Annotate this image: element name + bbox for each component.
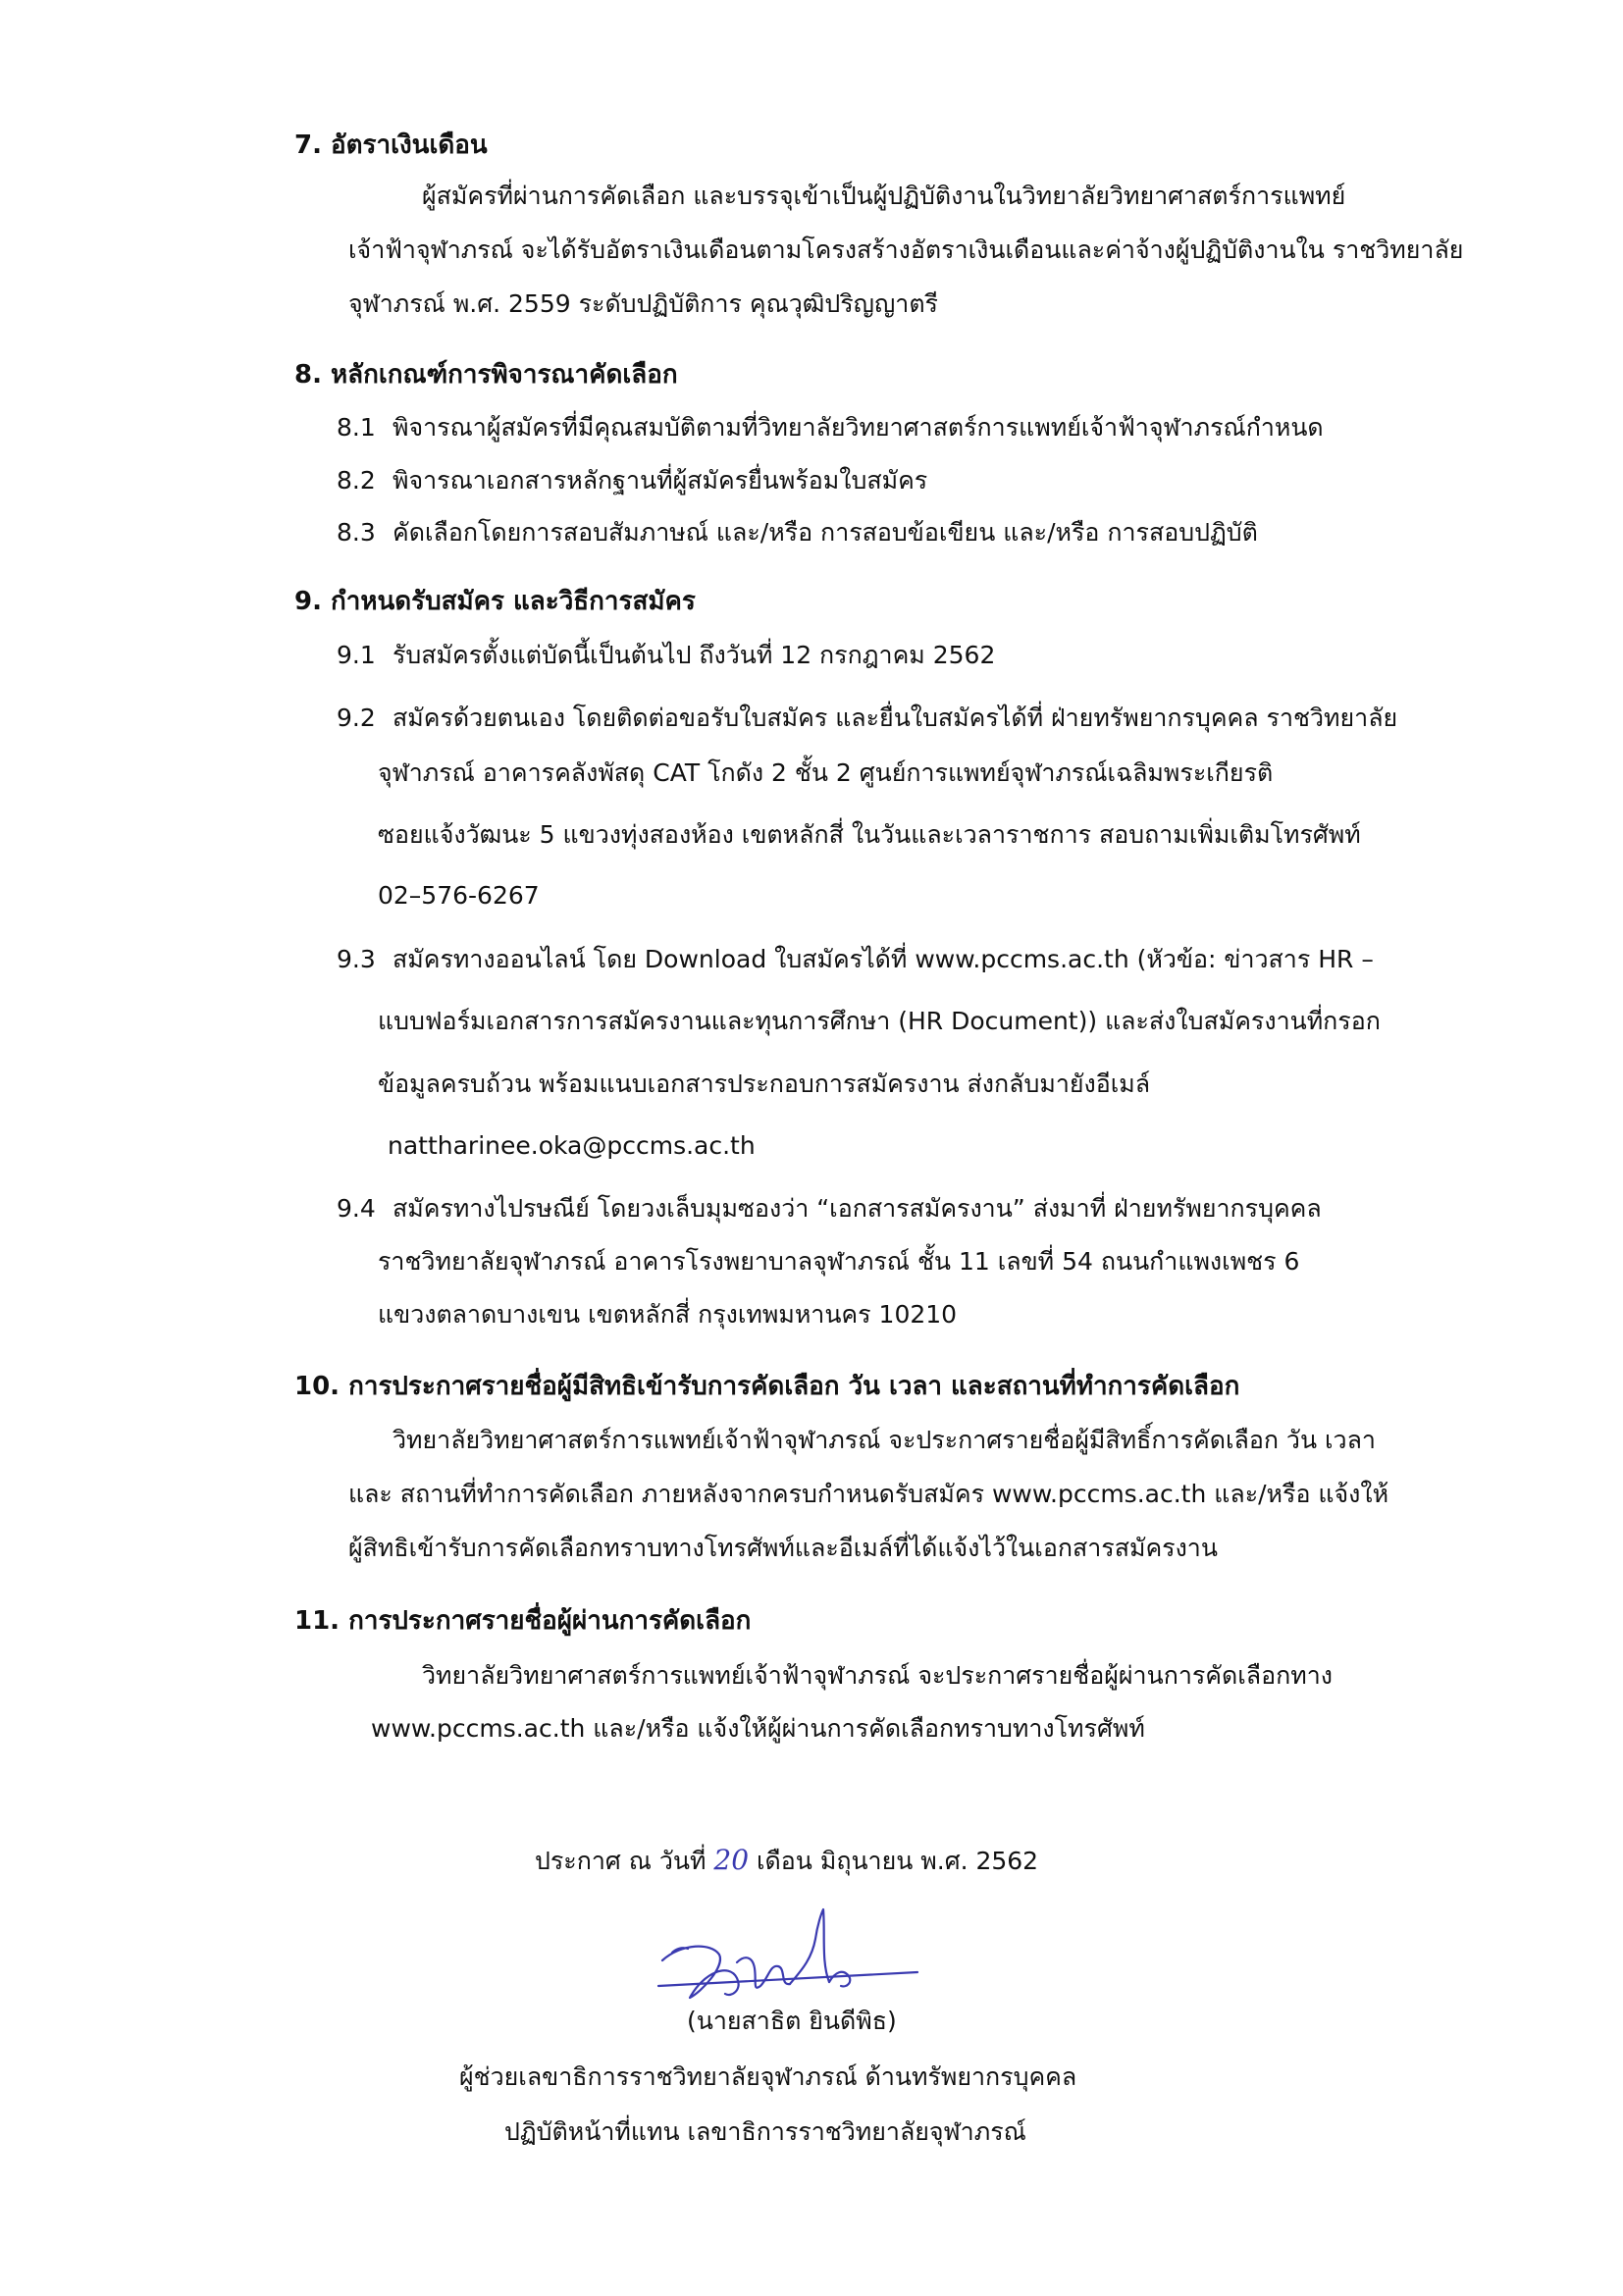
signatory-title-2: ปฏิบัติหน้าที่แทน เลขาธิการราชวิทยาลัยจุฬาภรณ์ — [504, 2117, 1026, 2146]
item-9-3-email: nattharinee.oka@pccms.ac.th — [388, 1131, 756, 1160]
item-8-3-number: 8.3 — [337, 518, 376, 547]
section-7-line-2: เจ้าฟ้าจุฬาภรณ์ จะได้รับอัตราเงินเดือนตามโครงสร้างอัตราเงินเดือนและค่าจ้างผู้ปฏิบัติงานใน ราชวิทยาลัย — [348, 235, 1464, 264]
item-9-2-line-2: จุฬาภรณ์ อาคารคลังพัสดุ CAT โกดัง 2 ชั้น 2 ศูนย์การแพทย์จุฬาภรณ์เฉลิมพระเกียรติ — [378, 758, 1274, 787]
section-11-line-1: วิทยาลัยวิทยาศาสตร์การแพทย์เจ้าฟ้าจุฬาภรณ์ จะประกาศรายชื่อผู้ผ่านการคัดเลือกทาง — [422, 1661, 1333, 1690]
item-9-3-line-2: แบบฟอร์มเอกสารการสมัครงานและทุนการศึกษา (HR Document)) และส่งใบสมัครงานที่กรอก — [378, 1007, 1381, 1035]
item-9-1-text: รับสมัครตั้งแต่บัดนี้เป็นต้นไป ถึงวันที่ 12 กรกฎาคม 2562 — [393, 641, 996, 669]
section-10-heading: 10. การประกาศรายชื่อผู้มีสิทธิเข้ารับการคัดเลือก วัน เวลา และสถานที่ทำการคัดเลือก — [294, 1372, 1240, 1401]
item-9-2-number: 9.2 — [337, 704, 376, 732]
item-9-4-line-2: ราชวิทยาลัยจุฬาภรณ์ อาคารโรงพยาบาลจุฬาภรณ์ ชั้น 11 เลขที่ 54 ถนนกำแพงเพชร 6 — [378, 1247, 1300, 1276]
announcement-prefix: ประกาศ ณ วันที่ — [535, 1847, 707, 1875]
section-8-heading: 8. หลักเกณฑ์การพิจารณาคัดเลือก — [294, 360, 678, 390]
signatory-name: (นายสาธิต ยินดีพิธ) — [687, 2007, 897, 2035]
item-9-4-line-3: แขวงตลาดบางเขน เขตหลักสี่ กรุงเทพมหานคร 10210 — [378, 1300, 958, 1329]
section-10-line-2: และ สถานที่ทำการคัดเลือก ภายหลังจากครบกำหนดรับสมัคร www.pccms.ac.th และ/หรือ แจ้งให้ — [348, 1480, 1389, 1508]
section-7-heading: 7. อัตราเงินเดือน — [294, 130, 488, 160]
signatory-title-1: ผู้ช่วยเลขาธิการราชวิทยาลัยจุฬาภรณ์ ด้านทรัพยากรบุคคล — [459, 2062, 1077, 2091]
item-9-2-phone: 02–576-6267 — [378, 881, 540, 910]
section-10-line-3: ผู้สิทธิเข้ารับการคัดเลือกทราบทางโทรศัพท์และอีเมล์ที่ได้แจ้งไว้ในเอกสารสมัครงาน — [348, 1534, 1218, 1562]
item-9-2-line-3: ซอยแจ้งวัฒนะ 5 แขวงทุ่งสองห้อง เขตหลักสี่ ในวันและเวลาราชการ สอบถามเพิ่มเติมโทรศัพท์ — [378, 820, 1361, 849]
section-7-line-1: ผู้สมัครที่ผ่านการคัดเลือก และบรรจุเข้าเป็นผู้ปฏิบัติงานในวิทยาลัยวิทยาศาสตร์การแพทย์ — [422, 182, 1346, 210]
item-8-1-text: พิจารณาผู้สมัครที่มีคุณสมบัติตามที่วิทยาลัยวิทยาศาสตร์การแพทย์เจ้าฟ้าจุฬาภรณ์กำหนด — [393, 413, 1324, 442]
announcement-day-handwritten: 20 — [713, 1844, 750, 1876]
item-9-1-number: 9.1 — [337, 641, 376, 669]
item-8-1-number: 8.1 — [337, 413, 376, 442]
item-9-3-line-1: สมัครทางออนไลน์ โดย Download ใบสมัครได้ที่ www.pccms.ac.th (หัวข้อ: ข่าวสาร HR – — [393, 945, 1374, 973]
item-9-3-number: 9.3 — [337, 945, 376, 973]
section-7-line-3: จุฬาภรณ์ พ.ศ. 2559 ระดับปฏิบัติการ คุณวุฒิปริญญาตรี — [348, 289, 938, 318]
section-11-line-2: www.pccms.ac.th และ/หรือ แจ้งให้ผู้ผ่านการคัดเลือกทราบทางโทรศัพท์ — [371, 1714, 1145, 1743]
section-10-line-1: วิทยาลัยวิทยาศาสตร์การแพทย์เจ้าฟ้าจุฬาภรณ์ จะประกาศรายชื่อผู้มีสิทธิ์การคัดเลือก วัน เวลา — [393, 1426, 1376, 1454]
item-9-3-line-3: ข้อมูลครบถ้วน พร้อมแนบเอกสารประกอบการสมัครงาน ส่งกลับมายังอีเมล์ — [378, 1070, 1151, 1098]
announcement-date — [535, 1841, 1038, 1881]
item-8-2-number: 8.2 — [337, 466, 376, 495]
item-9-4-number: 9.4 — [337, 1194, 376, 1223]
item-8-3-text: คัดเลือกโดยการสอบสัมภาษณ์ และ/หรือ การสอบข้อเขียน และ/หรือ การสอบปฏิบัติ — [393, 518, 1258, 547]
item-9-2-line-1: สมัครด้วยตนเอง โดยติดต่อขอรับใบสมัคร และยื่นใบสมัครได้ที่ ฝ่ายทรัพยากรบุคคล ราชวิทยาลัย — [393, 704, 1398, 732]
section-11-heading: 11. การประกาศรายชื่อผู้ผ่านการคัดเลือก — [294, 1606, 752, 1636]
item-9-4-line-1: สมัครทางไปรษณีย์ โดยวงเล็บมุมซองว่า “เอกสารสมัครงาน” ส่งมาที่ ฝ่ายทรัพยากรบุคคล — [393, 1194, 1322, 1223]
section-9-heading: 9. กำหนดรับสมัคร และวิธีการสมัคร — [294, 587, 696, 616]
item-8-2-text: พิจารณาเอกสารหลักฐานที่ผู้สมัครยื่นพร้อมใบสมัคร — [393, 466, 928, 495]
announcement-month: เดือน มิถุนายน พ.ศ. 2562 — [757, 1847, 1039, 1875]
